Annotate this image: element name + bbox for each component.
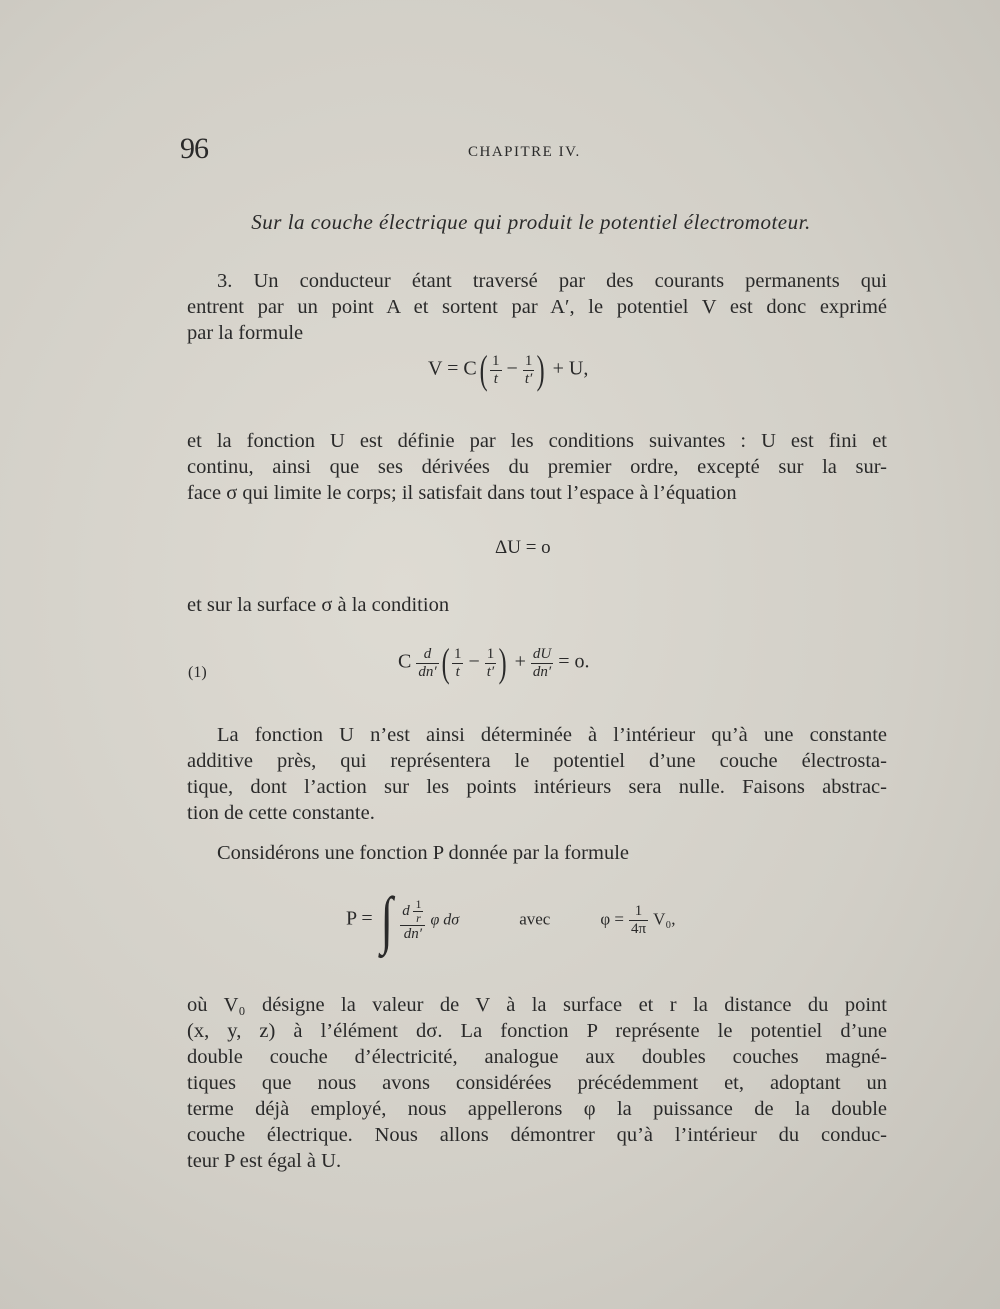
left-paren: ( xyxy=(441,640,450,685)
formula-potential-v xyxy=(428,347,589,392)
paragraph-double-layer xyxy=(187,992,887,1174)
text-line: et la fonction U est définie par les conditions suivantes : U est fini et xyxy=(187,430,887,452)
text-line: tique, dont l’action sur les points intérieurs sera nulle. Faisons abstrac- xyxy=(187,776,887,798)
paragraph-surface-condition xyxy=(187,592,887,618)
fraction xyxy=(400,898,425,943)
text-line: par la formule xyxy=(187,322,304,344)
fraction xyxy=(452,646,464,681)
right-paren: ) xyxy=(536,347,545,392)
fraction xyxy=(629,903,648,938)
formula-rhs: + U, xyxy=(552,357,589,380)
fraction-numerator: 1 xyxy=(629,903,648,921)
minus-sign: − xyxy=(468,650,480,673)
fraction xyxy=(523,353,535,388)
fraction-numerator: dU xyxy=(532,645,552,662)
text-line: entrent par un point A et sortent par A′, le potentiel V est donc exprimé xyxy=(187,296,887,318)
fraction-numerator xyxy=(400,898,425,926)
section-title: Sur la couche électrique qui produit le potentiel électromoteur. xyxy=(251,210,811,234)
text-line: La fonction U n’est ainsi déterminée à l’intérieur qu’à une constante xyxy=(217,724,887,746)
fraction-numerator: 1 xyxy=(415,896,422,911)
page-header xyxy=(180,132,900,172)
fraction-denominator: t xyxy=(455,663,460,680)
fraction-numerator: 1 xyxy=(453,645,462,662)
formula-laplace: ΔU = o xyxy=(495,537,551,558)
text-line: tion de cette constante. xyxy=(187,802,375,824)
fraction-denominator: t′ xyxy=(524,370,533,387)
text-line: 3. Un conducteur étant traversé par des courants permanents qui xyxy=(217,270,887,292)
text-line: double couche d’électricité, analogue aux doubles couches magné- xyxy=(187,1046,887,1068)
formula-boundary-condition xyxy=(398,640,590,685)
paragraph-conditions xyxy=(187,428,887,506)
text-line: continu, ainsi que ses dérivées du premier ordre, excepté sur la sur- xyxy=(187,456,887,478)
right-paren: ) xyxy=(498,640,507,685)
plus-sign: + xyxy=(514,650,526,673)
fraction-denominator: r xyxy=(416,910,421,925)
constant-c: C xyxy=(398,650,412,673)
fraction-denominator: dn′ xyxy=(403,925,422,942)
text-line: face σ qui limite le corps; il satisfait dans tout l’espace à l’équation xyxy=(187,482,737,504)
text-line: teur P est égal à U. xyxy=(187,1150,342,1172)
text-line: Considérons une fonction P donnée par la formule xyxy=(217,842,629,864)
text-line: et sur la surface σ à la condition xyxy=(187,594,450,616)
text-line: tiques que nous avons considérées précédemment et, adoptant un xyxy=(187,1072,887,1094)
fraction-numerator: 1 xyxy=(524,352,533,369)
fraction xyxy=(490,353,502,388)
fraction xyxy=(416,646,438,681)
fraction-denominator: dn′ xyxy=(532,663,552,680)
formula-function-p xyxy=(346,884,676,955)
inner-fraction xyxy=(413,898,423,925)
formula-rhs: = o. xyxy=(558,650,590,673)
integrand-tail: φ dσ xyxy=(430,911,460,929)
left-paren: ( xyxy=(479,347,488,392)
text-line: terme déjà employé, nous appellerons φ la puissance de la double xyxy=(187,1098,887,1120)
page-number: 96 xyxy=(180,132,208,165)
paragraph-function-p xyxy=(187,840,887,866)
phi-rhs: V₀, xyxy=(653,909,676,929)
fraction-denominator: t′ xyxy=(486,663,495,680)
text-line: (x, y, z) à l’élément dσ. La fonction P représente le potentiel d’une xyxy=(187,1020,887,1042)
fraction-numerator: 1 xyxy=(486,645,495,662)
fraction-numerator: 1 xyxy=(492,352,500,369)
avec-word: avec xyxy=(519,909,551,929)
paragraph-intro xyxy=(187,268,887,346)
fraction xyxy=(531,646,553,681)
text-line: couche électrique. Nous allons démontrer qu’à l’intérieur du conduc- xyxy=(187,1124,887,1146)
differential-d: d xyxy=(402,902,410,919)
text-line: additive près, qui représentera le potentiel d’une couche électrosta- xyxy=(187,750,887,772)
equation-number: (1) xyxy=(188,664,207,681)
running-head: CHAPITRE IV. xyxy=(468,144,581,160)
fraction-denominator: 4π xyxy=(631,920,647,937)
fraction-numerator: d xyxy=(416,646,438,664)
phi-lhs: φ = xyxy=(600,909,624,929)
formula-lhs: V = C xyxy=(428,357,477,380)
fraction-denominator: dn′ xyxy=(418,663,437,680)
fraction-denominator: t xyxy=(493,370,498,387)
paragraph-determination xyxy=(187,722,887,826)
integral-sign: ∫ xyxy=(380,884,393,955)
minus-sign: − xyxy=(506,357,518,380)
text-line: où V₀ désigne la valeur de V à la surface et r la distance du point xyxy=(187,994,887,1016)
formula-lhs: P = xyxy=(346,907,373,930)
fraction xyxy=(485,646,497,681)
